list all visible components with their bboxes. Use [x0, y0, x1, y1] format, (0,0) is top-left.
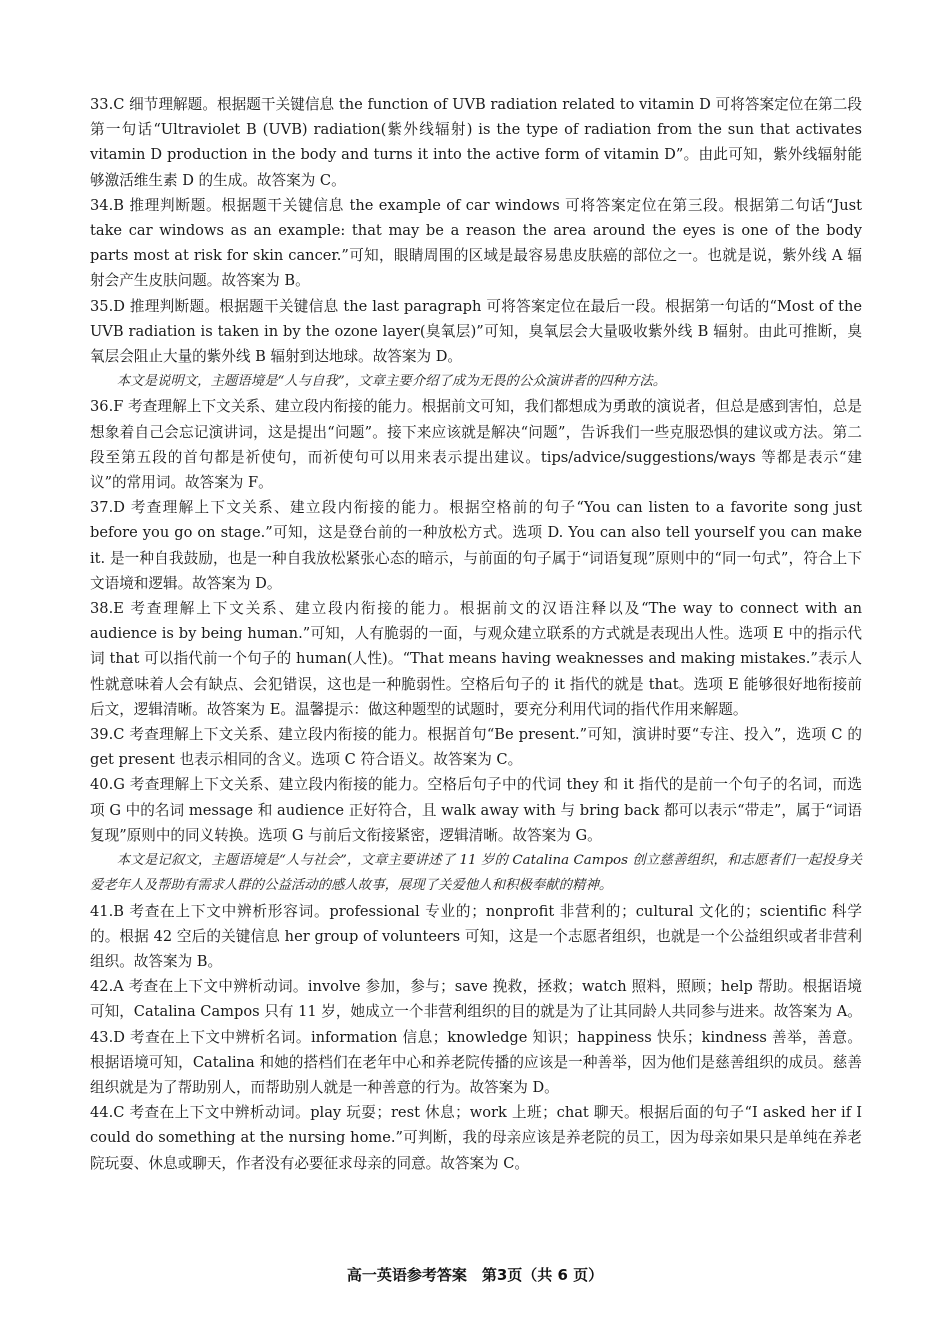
- answer-34: 34.B 推理判断题。根据题干关键信息 the example of car windows 可将答案定位在第三段。根据第二句话“Just take car windows as an example: that may be a reason the area around the eyes is one of the body parts most at risk for skin cancer.”可知，眼睛周围的区域是最容易患皮肤癌的部位之一。也就是说，紫外线 A 辐射会产生皮肤问题。故答案为 B。: [90, 196, 862, 290]
- answer-41: 41.B 考查在上下文中辨析形容词。professional 专业的；nonprofit 非营利的；cultural 文化的；scientific 科学的。根据 42 空后的关键信息 her group of volunteers 可知，这是一个志愿者组织，也就是一个公益组织或者非营利组织。故答案为 B。: [90, 902, 862, 970]
- answer-36: 36.F 考查理解上下文关系、建立段内衔接的能力。根据前文可知，我们都想成为勇敢的演说者，但总是感到害怕，总是想象着自己会忘记演讲词，这是提出“问题”。接下来应该就是解决“问题”，告诉我们一些克服恐惧的建议或方法。第二段至第五段的首句都是祈使句，而祈使句可以用来表示提出建议。tips/advice/suggestions/ways 等都是表示“建议”的常用词。故答案为 F。: [90, 398, 862, 492]
- answer-42: 42.A 考查在上下文中辨析动词。involve 参加，参与；save 挽救，拯救；watch 照料，照顾；help 帮助。根据语境可知，Catalina Campos 只有 11 岁，她成立一个非营利组织的目的就是为了让其同龄人共同参与进来。故答案为 A。: [90, 978, 862, 1021]
- passage-intro-cloze: 本文是记叙文，主题语境是“人与社会”，文章主要讲述了 11 岁的 Catalina Campos 创立慈善组织，和志愿者们一起投身关爱老年人及帮助有需求人群的公益活动的感人故事，展现了关爱他人和积极奉献的精神。: [90, 853, 862, 894]
- page-footer: 高一英语参考答案 第3页（共 6 页）: [346, 1266, 604, 1284]
- passage-intro-d: 本文是说明文，主题语境是“人与自我”，文章主要介绍了成为无畏的公众演讲者的四种方法。: [116, 374, 667, 390]
- answer-33: 33.C 细节理解题。根据题干关键信息 the function of UVB radiation related to vitamin D 可将答案定位在第二段第一句话“Ultraviolet B (UVB) radiation(紫外线辐射) is the type of radiation from the sun that activates vitamin D production in the body and turns it into the active form of vitamin D”。由此可知，紫外线辐射能够激活维生素 D 的生成。故答案为 C。: [90, 96, 862, 189]
- answer-35: 35.D 推理判断题。根据题干关键信息 the last paragraph 可将答案定位在最后一段。根据第一句话的“Most of the UVB radiation is taken in by the ozone layer(臭氧层)”可知，臭氧层会大量吸收紫外线 B 辐射。由此可推断，臭氧层会阻止大量的紫外线 B 辐射到达地球。故答案为 D。: [90, 297, 862, 366]
- answer-40: 40.G 考查理解上下文关系、建立段内衔接的能力。空格后句子中的代词 they 和 it 指代的是前一个句子的名词，而选项 G 中的名词 message 和 audience 正好符合，且 walk away with 与 bring back 都可以表示“带走”，属于“词语复现”原则中的同义转换。选项 G 与前后文衔接紧密，逻辑清晰。故答案为 G。: [90, 776, 862, 844]
- answer-44: 44.C 考查在上下文中辨析动词。play 玩耍；rest 休息；work 上班；chat 聊天。根据后面的句子“I asked her if I could do something at the nursing home.”可判断，我的母亲应该是养老院的员工，因为母亲如果只是单纯在养老院玩耍、休息或聊天，作者没有必要征求母亲的同意。故答案为 C。: [90, 1104, 862, 1172]
- answer-43: 43.D 考查在上下文中辨析名词。information 信息；knowledge 知识；happiness 快乐；kindness 善举，善意。根据语境可知，Catalina 和她的搭档们在老年中心和养老院传播的应该是一种善举，因为他们是慈善组织的成员。慈善组织就是为了帮助别人，而帮助别人就是一种善意的行为。故答案为 D。: [90, 1028, 862, 1096]
- answer-38: 38.E 考查理解上下文关系、建立段内衔接的能力。根据前文的汉语注释以及“The way to connect with an audience is by being human.”可知，人有脆弱的一面，与观众建立联系的方式就是表现出人性。选项 E 中的指示代词 that 可以指代前一个句子的 human(人性)。“That means having weaknesses and making mistakes.”表示人性就意味着人会有缺点、会犯错误，这也是一种脆弱性。空格后句子的 it 指代的就是 that。选项 E 能够很好地衔接前后文，逻辑清晰。故答案为 E。温馨提示：做这种题型的试题时，要充分利用代词的指代作用来解题。: [90, 600, 862, 718]
- answer-document: [90, 92, 862, 1176]
- answer-39: 39.C 考查理解上下文关系、建立段内衔接的能力。根据首句“Be present.”可知，演讲时要“专注、投入”，选项 C 的 get present 也表示相同的含义。选项 C 符合语义。故答案为 C。: [90, 726, 862, 769]
- answer-37: 37.D 考查理解上下文关系、建立段内衔接的能力。根据空格前的句子“You can listen to a favorite song just before you go on stage.”可知，这是登台前的一种放松方式。选项 D. You can also tell yourself you can make it. 是一种自我鼓励，也是一种自我放松紧张心态的暗示，与前面的句子属于“词语复现”原则中的“同一句式”，符合上下文语境和逻辑。故答案为 D。: [90, 499, 862, 592]
